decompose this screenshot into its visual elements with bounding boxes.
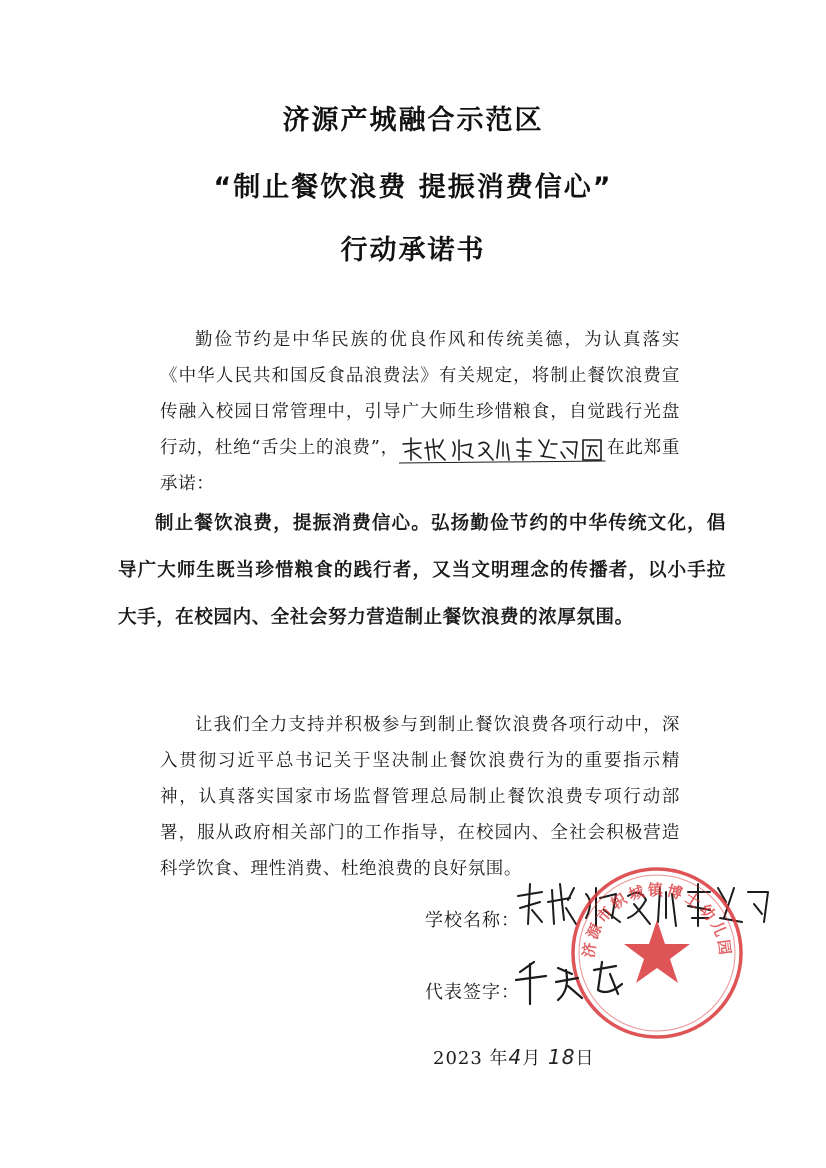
handwritten-school-name-inline	[399, 434, 607, 464]
school-name-label: 学校名称：	[425, 910, 520, 931]
intro-text: 勤俭节约是中华民族的优良作风和传统美德，为认真落实《中华人民共和国反食品浪费法》有关规定，将制止餐饮浪费宣传融入校园日常管理中，引导广大师生珍惜粮食，自觉践行光盘行动，杜绝“舌尖上的浪费”，	[160, 330, 680, 458]
date-day: 18	[548, 1045, 576, 1069]
date-year-suffix: 年	[489, 1048, 509, 1069]
title-line-1: 济源产城融合示范区	[282, 105, 544, 136]
date-year: 2023	[433, 1048, 483, 1069]
paragraph-pledge: 制止餐饮浪费，提振消费信心。弘扬勤俭节约的中华传统文化，倡导广大师生既当珍惜粮食的践行者，又当文明理念的传播者，以小手拉大手，在校园内、全社会努力营造制止餐饮浪费的浓厚氛围。	[118, 513, 726, 628]
paragraph-intro	[160, 322, 680, 502]
date-month-suffix: 月	[522, 1048, 542, 1069]
intro-text-end: 在此郑重承诺：	[160, 438, 680, 494]
svg-text:济源市轵城镇博士幼儿园: 济源市轵城镇博士幼儿园	[579, 881, 735, 959]
paragraph-action: 让我们全力支持并积极参与到制止餐饮浪费各项行动中，深入贯彻习近平总书记关于坚决制止餐饮浪费行为的重要指示精神，认真落实国家市场监督管理总局制止餐饮浪费专项行动部署，服从政府相关部门的工作指导，在校园内、全社会积极营造科学饮食、理性消费、杜绝浪费的良好氛围。	[160, 715, 680, 879]
title-line-2: “制止餐饮浪费 提振消费信心”	[213, 172, 613, 203]
handwritten-representative-signature	[512, 950, 652, 1014]
date-month: 4	[508, 1045, 523, 1069]
date-line	[433, 1044, 594, 1070]
date-day-suffix: 日	[575, 1048, 595, 1069]
title-line-3: 行动承诺书	[340, 235, 486, 266]
representative-label: 代表签字：	[425, 982, 520, 1003]
